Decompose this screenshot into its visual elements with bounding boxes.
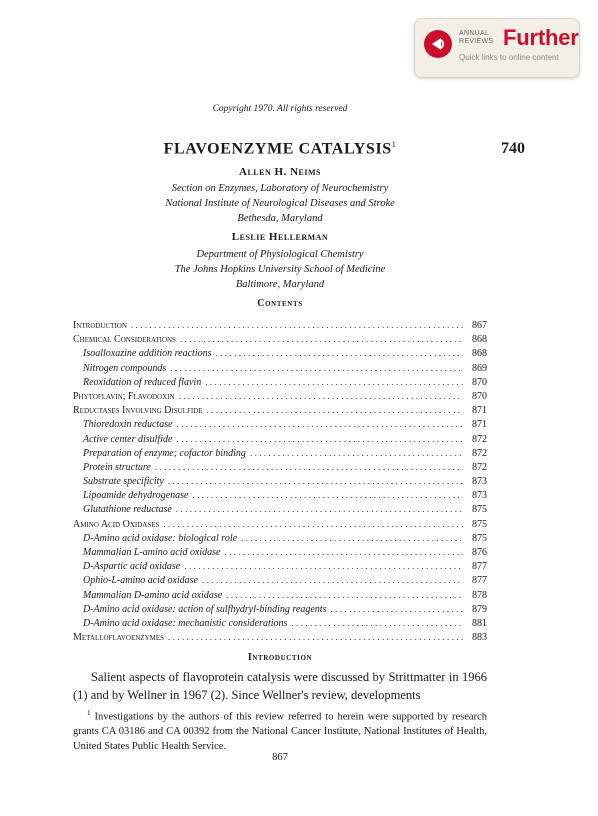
toc-entry-page: 877: [472, 575, 487, 587]
toc-entry[interactable]: [73, 403, 487, 417]
toc-leader-dots: [131, 318, 463, 332]
toc-entry[interactable]: [73, 545, 487, 559]
badge-further-label[interactable]: Further: [503, 25, 579, 50]
toc-entry-label: Ophio-L-amino acid oxidase: [83, 575, 198, 587]
affiliation-line: Baltimore, Maryland: [235, 279, 325, 290]
toc-leader-dots: [216, 346, 463, 360]
footnote-mark: 1: [87, 709, 91, 717]
toc-entry-page: 878: [472, 589, 487, 601]
article-title-text: FLAVOENZYME CATALYSIS: [163, 140, 392, 158]
footnote-text: Investigations by the authors of this review referred to herein were supported by research grants CA 03186 and CA 00392 from the National Cancer Institute, National Institutes of Health, United States Public Health Service.: [73, 711, 487, 752]
author-name: Allen H. Neims: [239, 166, 321, 178]
toc-leader-dots: [168, 474, 463, 488]
toc-entry-page: 871: [472, 419, 487, 431]
toc-entry-label: D-Aspartic acid oxidase: [83, 561, 181, 573]
toc-entry[interactable]: [73, 446, 487, 460]
toc-entry-label: Chemical Considerations: [73, 334, 176, 346]
toc-leader-dots: [180, 332, 463, 346]
affiliation-line: Bethesda, Maryland: [237, 213, 323, 224]
toc-entry[interactable]: [73, 517, 487, 531]
toc-leader-dots: [177, 417, 463, 431]
toc-entry-page: 872: [472, 433, 487, 445]
toc-entry-label: Nitrogen compounds: [83, 362, 167, 374]
toc-leader-dots: [202, 573, 463, 587]
toc-entry-page: 871: [472, 405, 487, 417]
author-affiliation: [100, 181, 460, 226]
toc-entry[interactable]: [73, 588, 487, 602]
toc-leader-dots: [170, 361, 463, 375]
toc-entry[interactable]: [73, 332, 487, 346]
toc-entry-label: D-Amino acid oxidase: biological role: [83, 532, 238, 544]
toc-entry-page: 879: [472, 603, 487, 615]
footnote: [73, 706, 487, 754]
introduction-paragraph: Salient aspects of flavoprotein catalysis were discussed by Strittmatter in 1966 (1) and by Wellner in 1967 (2). Since Wellner's review, developments: [73, 670, 487, 702]
toc-entry-page: 868: [472, 334, 487, 346]
toc-entry-label: Protein structure: [83, 461, 151, 473]
toc-leader-dots: [207, 403, 463, 417]
toc-entry-label: Reductases Involving Disulfide: [73, 405, 203, 417]
toc-leader-dots: [250, 446, 463, 460]
toc-entry[interactable]: [73, 630, 487, 644]
toc-entry-page: 870: [472, 376, 487, 388]
toc-entry[interactable]: [73, 389, 487, 403]
toc-entry-label: Metalloflavoenzymes: [73, 632, 165, 644]
toc-leader-dots: [192, 488, 463, 502]
article-title: [100, 140, 460, 158]
toc-entry-page: 873: [472, 476, 487, 488]
affiliation-line: Section on Enzymes, Laboratory of Neurochemistry: [171, 183, 389, 194]
toc-entry-page: 877: [472, 561, 487, 573]
header-page-number: 740: [501, 140, 525, 157]
toc-entry[interactable]: [73, 417, 487, 431]
toc-leader-dots: [155, 460, 463, 474]
toc-entry[interactable]: [73, 318, 487, 332]
toc-entry-page: 872: [472, 447, 487, 459]
toc-leader-dots: [176, 432, 463, 446]
toc-entry[interactable]: [73, 375, 487, 389]
toc-entry-label: Preparation of enzyme; cofactor binding: [83, 447, 246, 459]
footer-page-number: 867: [272, 752, 288, 763]
toc-entry-label: Substrate specificity: [83, 476, 164, 488]
toc-entry[interactable]: [73, 502, 487, 516]
toc-entry-page: 875: [472, 532, 487, 544]
toc-leader-dots: [225, 545, 464, 559]
toc-entry[interactable]: [73, 616, 487, 630]
toc-entry[interactable]: [73, 460, 487, 474]
toc-entry-page: 872: [472, 461, 487, 473]
author-affiliation: [100, 247, 460, 292]
annual-reviews-logo-icon: [424, 30, 452, 58]
toc-entry-page: 867: [472, 320, 487, 331]
introduction-heading: Introduction: [247, 652, 313, 663]
toc-leader-dots: [168, 630, 463, 644]
toc-entry-label: Mammalian D-amino acid oxidase: [83, 589, 223, 601]
toc-entry-label: Mammalian L-amino acid oxidase: [83, 547, 221, 558]
toc-entry[interactable]: [73, 488, 487, 502]
toc-leader-dots: [179, 389, 463, 403]
contents-heading: Contents: [257, 298, 303, 309]
toc-leader-dots: [330, 602, 463, 616]
badge-brand-line2: REVIEWS: [459, 38, 494, 45]
toc-entry-label: Amino Acid Oxidases: [73, 518, 160, 530]
toc-entry-label: Reoxidation of reduced flavin: [83, 376, 202, 388]
toc-entry-label: Phytoflavin; Flavodoxin: [73, 390, 175, 402]
toc-entry-page: 883: [472, 632, 487, 644]
affiliation-line: National Institute of Neurological Diseases and Stroke: [165, 198, 395, 209]
annual-reviews-further-badge[interactable]: [414, 18, 580, 78]
toc-entry[interactable]: [73, 573, 487, 587]
toc-leader-dots: [205, 375, 463, 389]
copyright-notice: Copyright 1970. All rights reserved: [212, 104, 348, 114]
toc-leader-dots: [241, 531, 463, 545]
toc-leader-dots: [176, 502, 463, 516]
affiliation-line: The Johns Hopkins University School of Medicine: [174, 264, 386, 275]
toc-entry[interactable]: [73, 346, 487, 360]
toc-entry-label: Thioredoxin reductase: [83, 419, 173, 431]
toc-entry-label: Glutathione reductase: [83, 504, 172, 516]
toc-leader-dots: [226, 588, 463, 602]
toc-entry-label: D-Amino acid oxidase: mechanistic considerations: [83, 617, 288, 629]
toc-entry-label: Isoalloxazine addition reactions: [83, 348, 212, 360]
toc-entry-label: Lipoamide dehydrogenase: [83, 490, 189, 502]
toc-leader-dots: [291, 616, 463, 630]
author-name: Leslie Hellerman: [231, 231, 329, 243]
introduction-body: [73, 668, 487, 704]
title-footnote-mark: 1: [391, 140, 397, 149]
toc-entry-page: 876: [472, 547, 487, 558]
toc-entry[interactable]: [73, 474, 487, 488]
affiliation-line: Department of Physiological Chemistry: [196, 249, 364, 260]
footnote-paragraph: [73, 706, 487, 754]
toc-entry-label: D-Amino acid oxidase: action of sulfhydryl-binding reagents: [83, 603, 327, 615]
toc-entry-page: 875: [472, 518, 487, 530]
toc-leader-dots: [184, 559, 463, 573]
toc-entry[interactable]: [73, 559, 487, 573]
toc-entry-label: Introduction: [73, 320, 127, 331]
toc-entry-page: 875: [472, 504, 487, 516]
toc-entry-page: 870: [472, 390, 487, 402]
toc-entry[interactable]: [73, 531, 487, 545]
toc-entry-page: 881: [472, 617, 487, 629]
badge-subtitle[interactable]: Quick links to online content: [459, 53, 559, 62]
toc-entry[interactable]: [73, 432, 487, 446]
badge-brand-line1: ANNUAL: [459, 30, 490, 37]
toc-entry-page: 868: [472, 348, 487, 360]
table-of-contents: [73, 318, 487, 644]
badge-brand: [459, 30, 493, 46]
toc-leader-dots: [163, 517, 463, 531]
toc-entry-page: 869: [472, 362, 487, 374]
toc-entry[interactable]: [73, 361, 487, 375]
toc-entry[interactable]: [73, 602, 487, 616]
toc-entry-page: 873: [472, 490, 487, 502]
toc-entry-label: Active center disulfide: [83, 433, 173, 445]
